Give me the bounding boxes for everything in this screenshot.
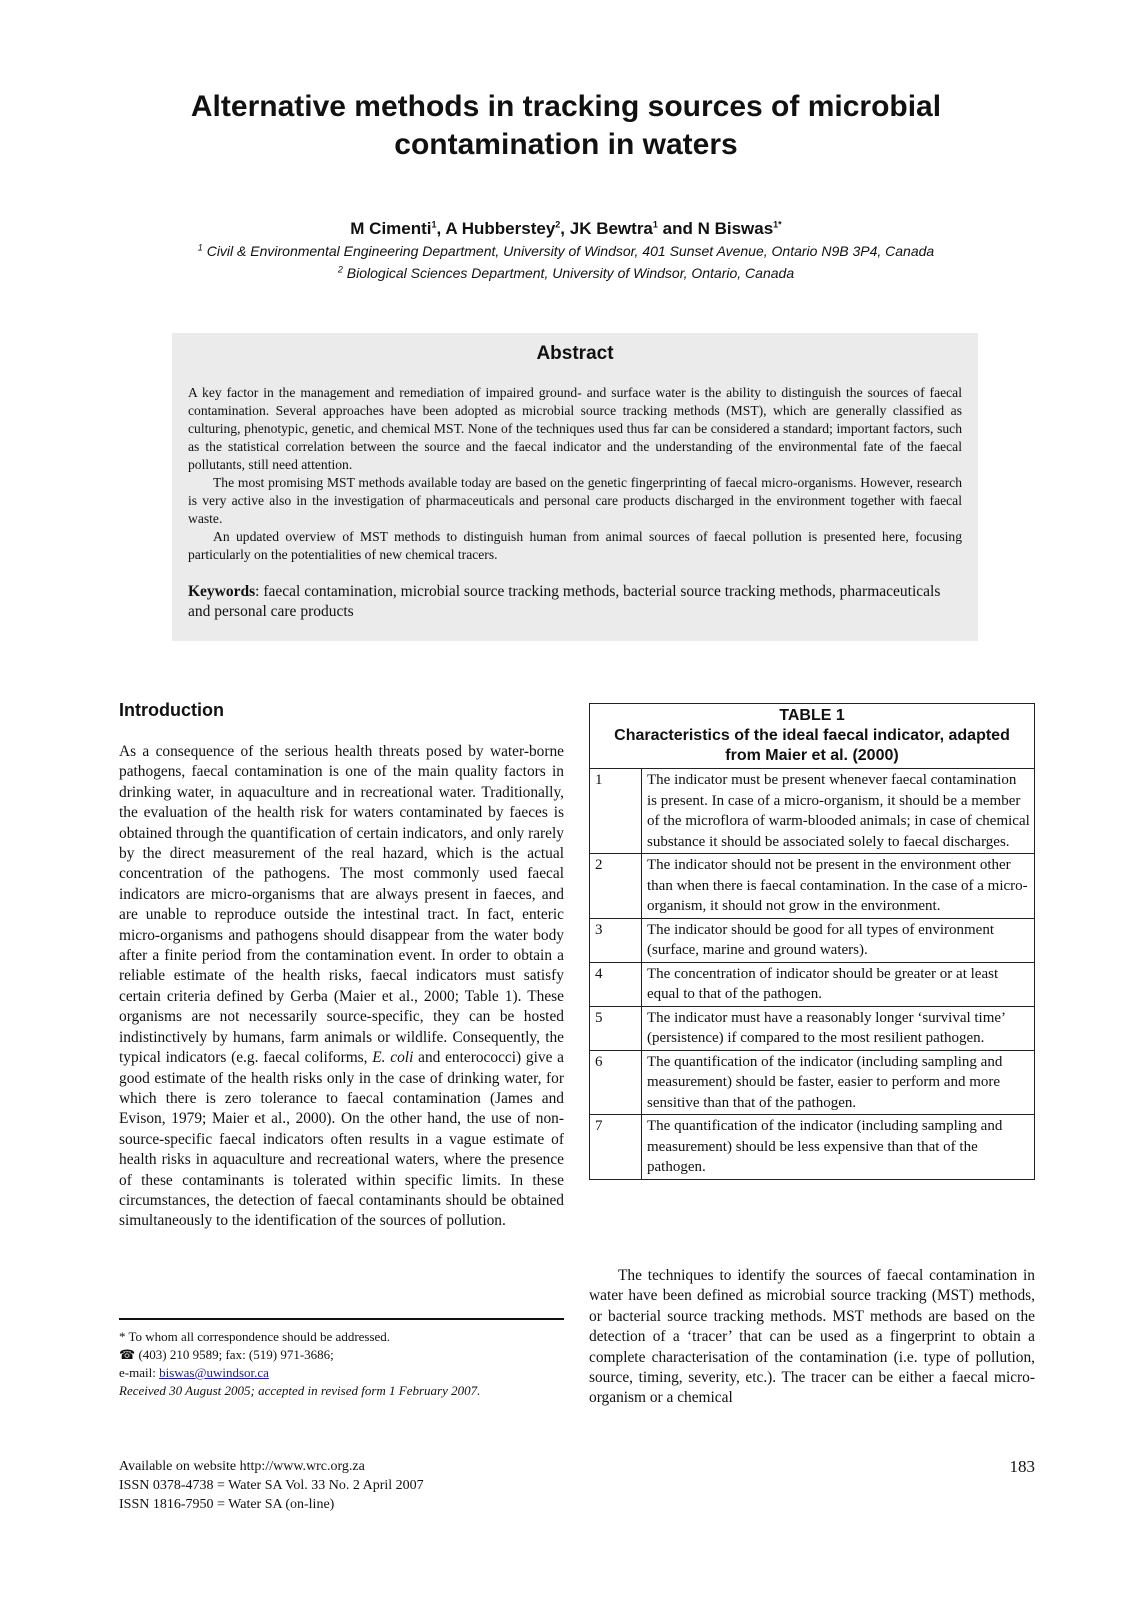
table-1 <box>589 703 1035 1180</box>
table-row <box>590 769 1035 854</box>
footer-issn-print: ISSN 0378-4738 = Water SA Vol. 33 No. 2 April 2007 <box>119 1478 424 1493</box>
paper-title <box>100 88 1032 164</box>
page-footer <box>119 1457 424 1514</box>
section-heading-introduction: Introduction <box>119 700 224 720</box>
keywords-text: : faecal contamination, microbial source tracking methods, bacterial source tracking methods, pharmaceuticals and personal care products <box>188 583 941 620</box>
author-name: A Hubberstey <box>445 219 556 238</box>
introduction-text-part: and enterococci) give a good estimate of the health risks only in the case of drinking water, for which there is zero tolerance to faecal contamination (James and Evison, 1979; Maier et al., 2000). On the other hand, the use of non-source-specific faecal indicators often results in a vague estimate of health risks in aquaculture and recreational waters, where the presence of these contaminants is tolerated within specific limits. In these circumstances, the detection of faecal contaminants should be obtained simultaneously to the identification of the sources of pollution. <box>119 1049 564 1230</box>
abstract-paragraph: A key factor in the management and remediation of impaired ground- and surface water is the ability to distinguish the sources of faecal contamination. Several approaches have been adopted as microbial source tracking methods (MST), which are generally classified as culturing, phenotypic, genetic, and chemical MST. None of the techniques used thus far can be considered a standard; important factors, such as the statistical correlation between the source and the faecal indicator and the understanding of the environmental fate of the faecal pollutants, still need attention. <box>188 385 962 472</box>
email-label: e-mail: <box>119 1365 160 1380</box>
author-affiliation-mark: 1 <box>652 219 658 230</box>
email-link[interactable]: biswas@uwindsor.ca <box>159 1365 269 1380</box>
table-title: Characteristics of the ideal faecal indicator, adapted from Maier et al. (2000) <box>614 727 1010 764</box>
row-number: 1 <box>590 769 642 854</box>
correspondence-note: * To whom all correspondence should be addressed. <box>119 1329 391 1344</box>
title-line-2: contamination in waters <box>394 128 738 161</box>
introduction-text-part: As a consequence of the serious health threats posed by water-borne pathogens, faecal contamination is one of the main quality factors in drinking water, in aquaculture and in recreational water. Traditionally, the evaluation of the health risk for waters contaminated by faeces is obtained through the quantification of certain indicators, and only rarely by the direct measurement of the real hazard, which is the actual concentration of the pathogens. The most commonly used faecal indicators are micro-organisms that are always present in faeces, and are unable to reproduce outside the intestinal tract. In fact, enteric micro-organisms and pathogens should disappear from the water body after a finite period from the contamination event. In order to obtain a reliable estimate of the health risks, faecal indicators must satisfy certain criteria defined by Gerba (Maier et al., 2000; Table 1). These organisms are not necessarily source-specific, they can be hosted indistinctively by humans, farm animals or wildlife. Consequently, the typical indicators (e.g. faecal coliforms, <box>119 743 564 1067</box>
affiliation-mark: 1 <box>197 242 203 253</box>
table-row <box>590 962 1035 1006</box>
author-separator: , <box>560 219 570 238</box>
author-affiliation-mark: 1 <box>431 219 437 230</box>
body-text-right-column: The techniques to identify the sources of faecal contamination in water have been defined as microbial source tracking (MST) methods, or bacterial source tracking methods. MST methods are based on the detection of a ‘tracer’ that can be used as a fingerprint to obtain a complete characterisation of the contamination (i.e. type of pollution, source, timing, severity, etc.). The tracer can be either a faecal micro-organism or a chemical <box>589 1267 1035 1407</box>
abstract-heading: Abstract <box>536 343 614 364</box>
affiliation-1 <box>60 242 1072 260</box>
footnotes <box>119 1328 564 1400</box>
author-list <box>100 218 1032 240</box>
row-text: The indicator must have a reasonably longer ‘survival time’ (persistence) if compared to the most resilient pathogen. <box>642 1006 1035 1050</box>
received-dates: Received 30 August 2005; accepted in revised form 1 February 2007. <box>119 1383 481 1398</box>
row-number: 4 <box>590 962 642 1006</box>
author-name: M Cimenti <box>350 219 432 238</box>
affiliation-text: Biological Sciences Department, University of Windsor, Ontario, Canada <box>346 265 795 281</box>
table-row <box>590 918 1035 962</box>
author-name: JK Bewtra <box>569 219 653 238</box>
phone-fax-text: (403) 210 9589; fax: (519) 971-3686; <box>135 1347 334 1362</box>
telephone-icon: ☎ <box>119 1347 136 1362</box>
table-row <box>590 1115 1035 1180</box>
row-text: The quantification of the indicator (including sampling and measurement) should be faster, easier to perform and more sensitive than that of the pathogen. <box>642 1050 1035 1115</box>
phone-line <box>119 1346 564 1364</box>
row-number: 6 <box>590 1050 642 1115</box>
affiliation-mark: 2 <box>337 264 343 275</box>
footer-website: Available on website http://www.wrc.org.za <box>119 1459 365 1474</box>
table-row <box>590 1050 1035 1115</box>
row-text: The indicator should be good for all types of environment (surface, marine and ground waters). <box>642 918 1035 962</box>
page-number: 183 <box>1009 1457 1035 1476</box>
row-text: The indicator should not be present in the environment other than when there is faecal contamination. In the case of a micro-organism, it should not grow in the environment. <box>642 854 1035 919</box>
species-name: E. coli <box>372 1049 414 1067</box>
abstract-box <box>172 333 978 641</box>
abstract-paragraph: The most promising MST methods available today are based on the genetic fingerprinting of faecal micro-organisms. However, research is very active also in the investigation of pharmaceuticals and personal care products discharged in the environment together with faecal waste. <box>188 475 962 526</box>
author-affiliation-mark: 1* <box>773 219 782 230</box>
row-number: 7 <box>590 1115 642 1180</box>
row-number: 2 <box>590 854 642 919</box>
introduction-text <box>119 742 564 1232</box>
row-number: 5 <box>590 1006 642 1050</box>
abstract-paragraph: An updated overview of MST methods to distinguish human from animal sources of faecal pollution is presented here, focusing particularly on the potentialities of new chemical tracers. <box>188 529 962 562</box>
row-text: The indicator must be present whenever faecal contamination is present. In case of a micro-organism, it should be a member of the microflora of warm-blooded animals; in case of chemical substance it should be associated solely to faecal discharges. <box>642 769 1035 854</box>
author-separator: , <box>436 219 446 238</box>
footer-issn-online: ISSN 1816-7950 = Water SA (on-line) <box>119 1497 335 1512</box>
author-separator: and <box>657 219 698 238</box>
row-number: 3 <box>590 918 642 962</box>
table-row <box>590 1006 1035 1050</box>
affiliation-2 <box>60 264 1072 282</box>
footnote-divider <box>119 1318 564 1320</box>
email-line <box>119 1364 564 1382</box>
table-row <box>590 854 1035 919</box>
affiliation-text: Civil & Environmental Engineering Department, University of Windsor, 401 Sunset Avenue, Ontario N9B 3P4, Canada <box>206 243 935 259</box>
author-name: N Biswas <box>697 219 774 238</box>
table-caption <box>590 704 1035 769</box>
table-label: TABLE 1 <box>779 707 845 724</box>
title-line-1: Alternative methods in tracking sources of microbial <box>190 90 942 123</box>
row-text: The quantification of the indicator (including sampling and measurement) should be less expensive than that of the pathogen. <box>642 1115 1035 1180</box>
row-text: The concentration of indicator should be greater or at least equal to that of the pathogen. <box>642 962 1035 1006</box>
keywords-label: Keywords <box>188 583 256 600</box>
keywords <box>188 582 962 622</box>
author-affiliation-mark: 2 <box>555 219 561 230</box>
